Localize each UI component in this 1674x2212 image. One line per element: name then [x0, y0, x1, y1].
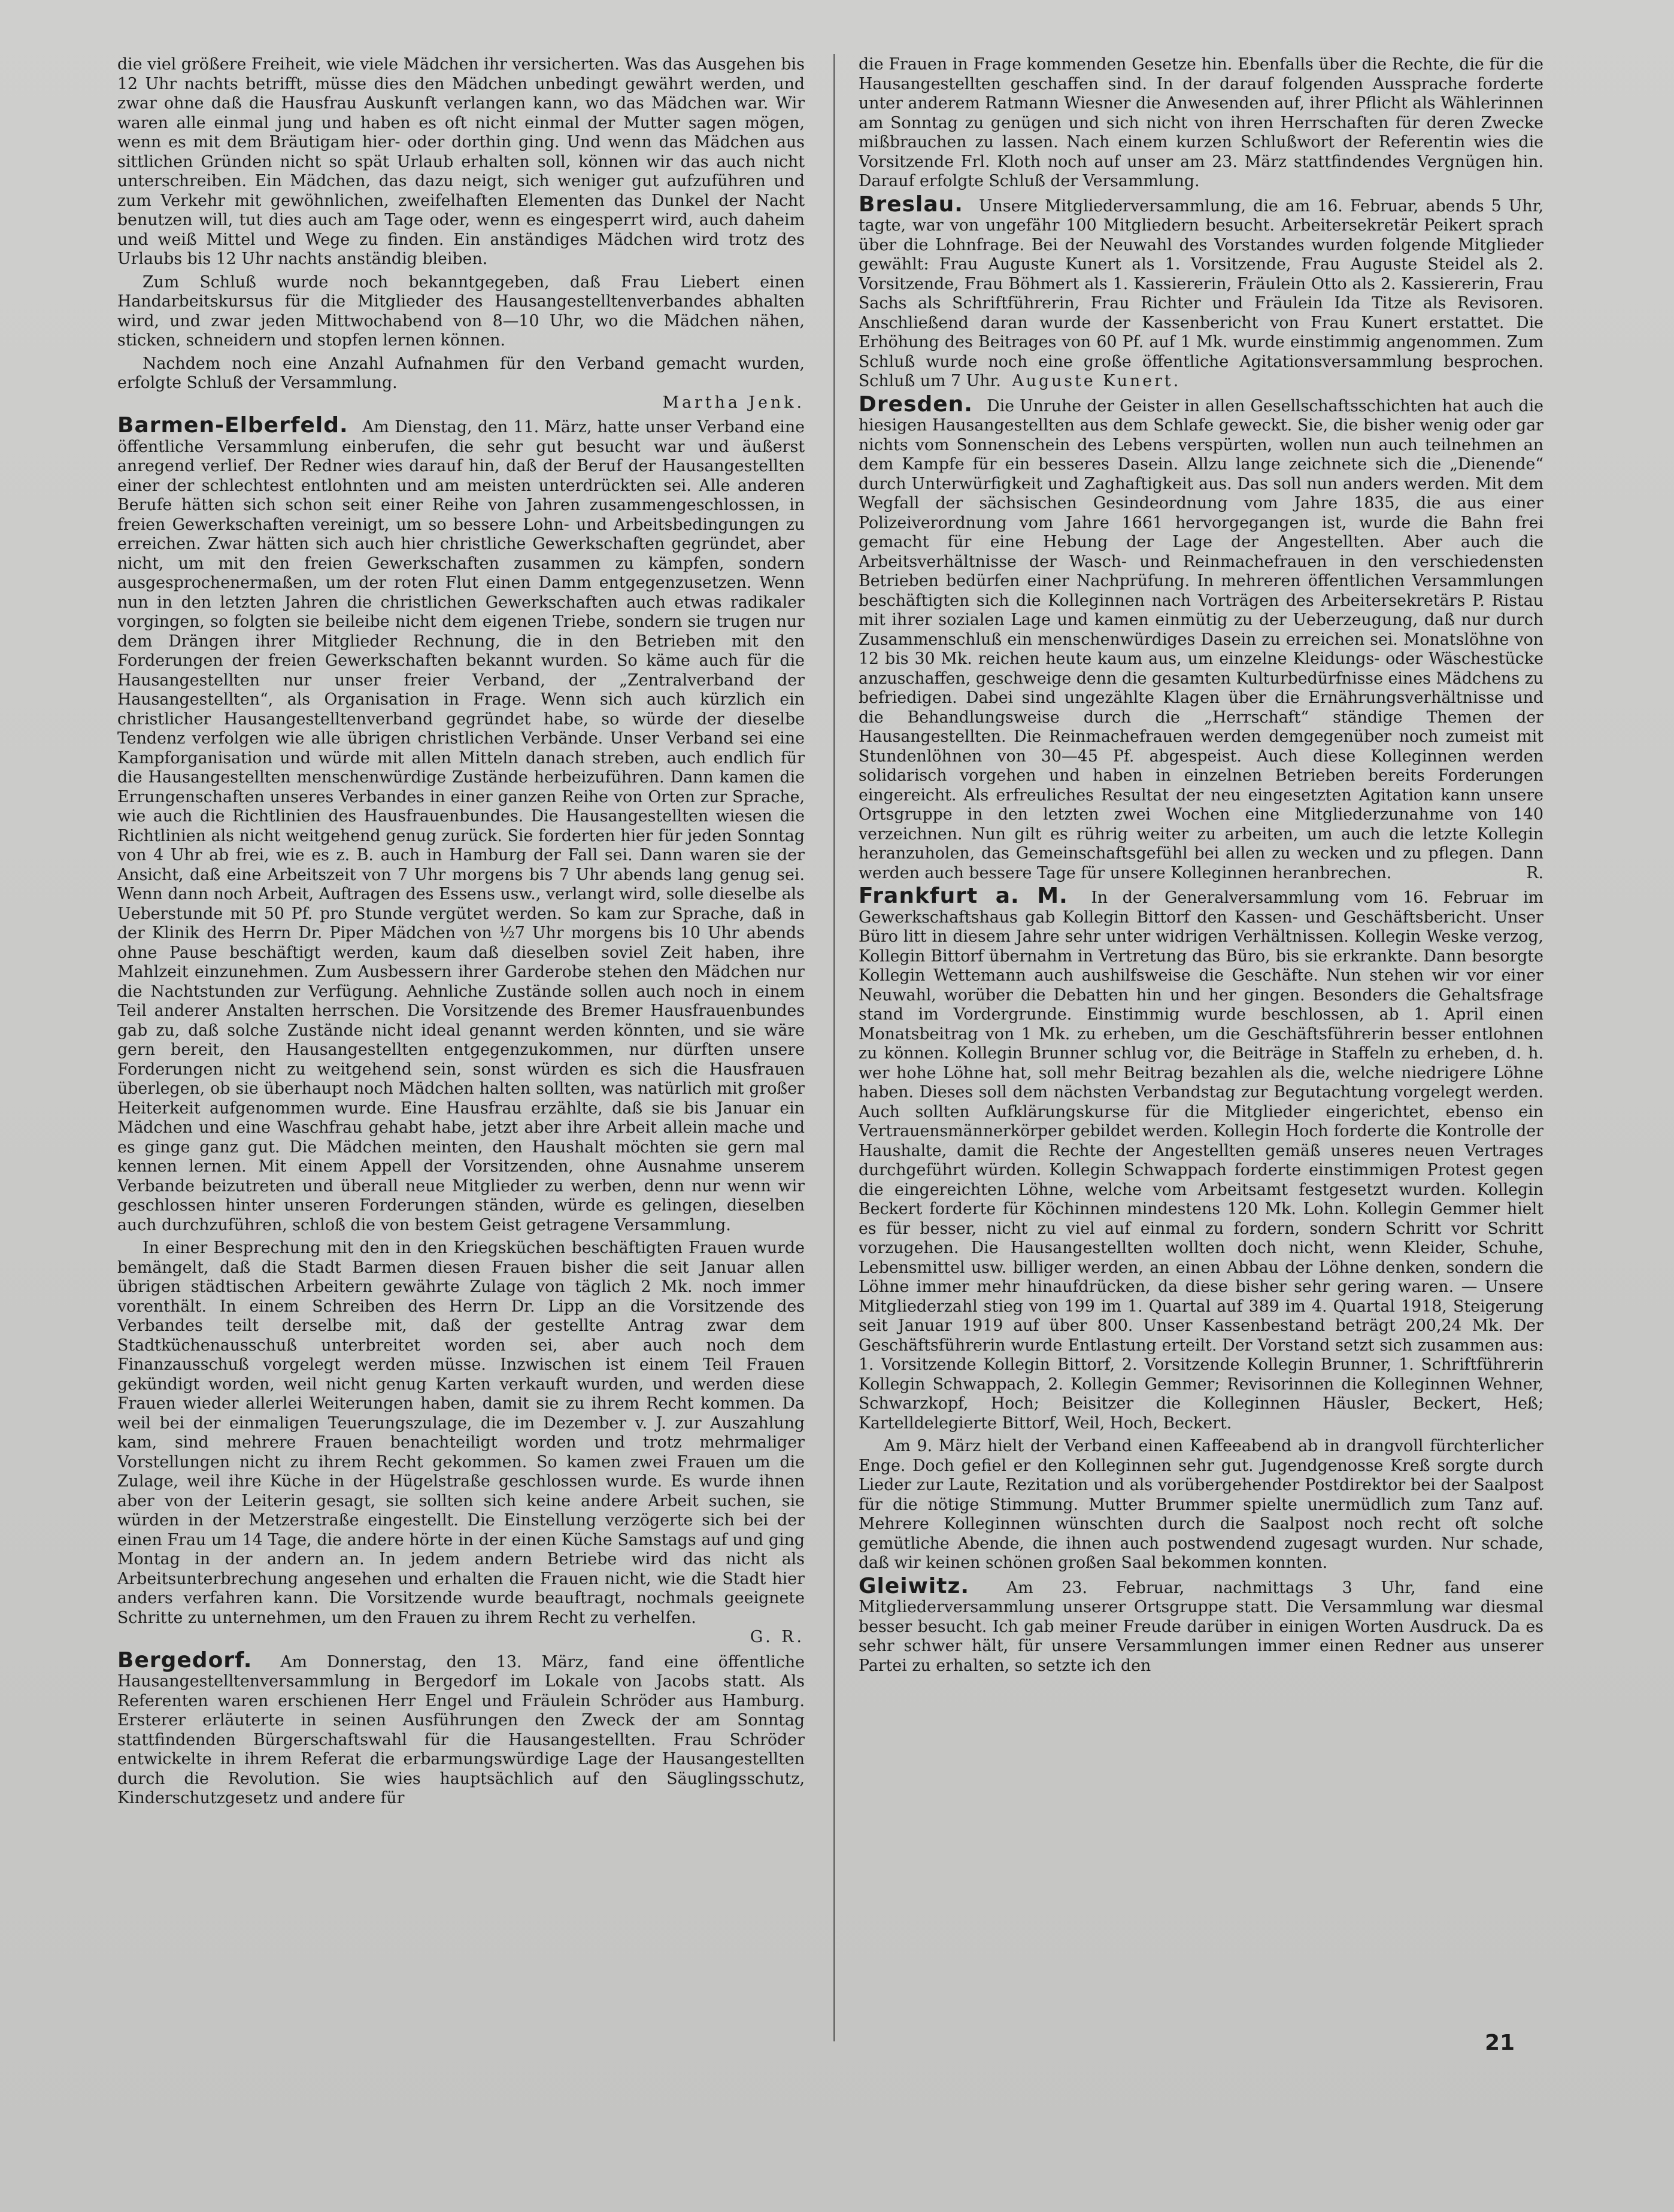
city-heading: Bergedorf.: [117, 1647, 253, 1673]
report-text: In der Generalversammlung vom 16. Februar im Gewerkschaftshaus gab Kollegin Bittorf den Kassen- und Geschäftsbericht. Unser Büro litt in diesem Jahre sehr unter widrigen Verhältnissen. Kollegin Weske verzog, Kollegin Bittorf übernahm in Vertretung das Büro, bis sie erkrankte. Dann besorgte Kollegin Wettemann auch aushilfsweise die Geschäfte. Nun stehen wir vor einer Neuwahl, worüber die Debatten hin und her gingen. Besonders die Gehaltsfrage stand im Vordergrunde. Einstimmig wurde beschlossen, ab 1. April einen Monatsbeitrag von 1 Mk. zu erheben, um die Geschäftsführerin besser entlohnen zu können. Kollegin Brunner schlug vor, die Beiträge in Staffeln zu erheben, d. h. wer hohe Löhne hat, soll mehr Beitrag bezahlen als die, welche niedrigere Löhne haben. Dieses soll dem nächsten Verbandstag zur Begutachtung vorgelegt werden. Auch sollten Aufklärungskurse für die Mitglieder eingerichtet, ebenso ein Vertrauensmännerkörper gebildet werden. Kollegin Hoch forderte die Kontrolle der Haushalte, damit die Rechte der Angestellten gemäß unseres neuen Vertrages durchgeführt würden. Kollegin Schwappach forderte einstimmigen Protest gegen die eingereichten Löhne, welche vom Arbeitsamt festgesetzt wurden. Kollegin Beckert forderte für Köchinnen mindestens 120 Mk. Lohn. Kollegin Gemmer hielt es für besser, nicht zu viel auf einmal zu fordern, sondern Schritt vor Schritt vorzugehen. Die Hausangestellten wollten doch nicht, wenn Kleider, Schuhe, Lebensmittel usw. billiger werden, an einen Abbau der Löhne denken, sondern die Löhne immer mehr hinaufdrücken, da diese bisher sehr gering waren. — Unsere Mitgliederzahl stieg von 199 im 1. Quartal auf 389 im 4. Quartal 1918, Steigerung seit Januar 1919 auf über 800. Unser Kassenbestand beträgt 200,24 Mk. Der Geschäftsführerin wurde Entlastung erteilt. Der Vorstand setzt sich zusammen aus: 1. Vorsitzende Kollegin Bittorf, 2. Vorsitzende Kollegin Brunner, 1. Schriftführerin Kollegin Schwappach, 2. Kollegin Gemmer; Revisorinnen die Kolleginnen Wehner, Schwarzkopf, Hoch; Beisitzer die Kolleginnen Häusler, Beckert, Heß; Kartelldelegierte Bittorf, Weil, Hoch, Beckert.: [859, 888, 1543, 1433]
report-barmen-elberfeld: [117, 413, 805, 1647]
report-frankfurt: [859, 884, 1543, 1573]
column-divider: [833, 54, 835, 2041]
author-signature: R.: [1526, 863, 1543, 882]
report-text: Am Dienstag, den 11. März, hatte unser Verband eine öffentliche Versammlung einberufen, die sehr gut besucht war und äußerst anregend verlief. Der Redner wies darauf hin, daß der Beruf der Hausangestellten einer der schlechtest entlohnten und am meisten unterdrückten sei. Alle anderen Berufe hätten sich schon seit einer Reihe von Jahren zusammengeschlossen, in freien Gewerkschaften vereinigt, um so bessere Lohn- und Arbeitsbedingungen zu erreichen. Zwar hätten sich auch hier christliche Gewerkschaften gegründet, aber nicht, um mit den freien Gewerkschaften zusammen zu kämpfen, sondern ausgesprochenermaßen, um der roten Flut einen Damm entgegenzusetzen. Wenn nun in den letzten Jahren die christlichen Gewerkschaften auch etwas radikaler vorgingen, so folgten sie beileibe nicht dem eigenen Triebe, sondern sie trugen nur dem Drängen ihrer Mitglieder Rechnung, die in den Betrieben mit den Forderungen der freien Gewerkschaften bekannt wurden. So käme auch für die Hausangestellten nur unser freier Verband, der „Zentralverband der Hausangestellten“, als Organisation in Frage. Wenn sich auch kürzlich ein christlicher Hausangestelltenverband gegründet habe, so würde der dieselbe Tendenz verfolgen wie alle übrigen christlichen Verbände. Unser Verband sei eine Kampforganisation und würde mit allen Mitteln danach streben, auch endlich für die Hausangestellten menschenwürdige Zustände herbeizuführen. Dann kamen die Errungenschaften unseres Verbandes in einer ganzen Reihe von Orten zur Sprache, wie auch die Richtlinien des Hausfrauenbundes. Die Hausangestellten wiesen die Richtlinien als nicht weitgehend genug zurück. Sie forderten hier für jeden Sonntag von 4 Uhr ab frei, wie es z. B. auch in Hamburg der Fall sei. Dann waren sie der Ansicht, daß eine Arbeitszeit von 7 Uhr morgens bis 7 Uhr abends lang genug sei. Wenn dann noch Arbeit, Auftragen des Essens usw., verlangt wird, solle dieselbe als Ueberstunde mit 50 Pf. pro Stunde vergütet werden. So kam zur Sprache, daß in der Klinik des Herrn Dr. Piper Mädchen von ½7 Uhr morgens bis 10 Uhr abends ohne Pause beschäftigt werden, kaum daß dieselben soviel Zeit haben, ihre Mahlzeit einzunehmen. Zum Ausbessern ihrer Garderobe stehen den Mädchen nur die Nachtstunden zur Verfügung. Aehnliche Zustände sollen auch noch in einem Teil anderer Anstalten herrschen. Die Vorsitzende des Bremer Hausfrauenbundes gab zu, daß solche Zustände nicht ideal genannt werden könnten, und sie wäre gern bereit, den Hausangestellten entgegenzukommen, nur dürften unsere Forderungen nicht zu weitgehend sein, sonst würden es sich die Hausfrauen überlegen, ob sie überhaupt noch Mädchen halten sollten, was natürlich mit großer Heiterkeit aufgenommen wurde. Eine Hausfrau erzählte, daß sie bis Januar ein Mädchen und eine Waschfrau gehabt habe, jetzt aber ihre Arbeit allein mache und es ginge ganz gut. Die Mädchen meinten, den Haushalt möchten sie gern mal kennen lernen. Mit einem Appell der Vorsitzenden, ohne Ausnahme unserem Verbande beizutreten und überall neue Mitglieder zu werben, denn nur wenn wir geschlossen hinter unseren Forderungen ständen, würde es gelingen, dieselben auch durchzuführen, schloß die von bestem Geist getragene Versammlung.: [117, 418, 805, 1234]
report-text: Am 23. Februar, nachmittags 3 Uhr, fand eine Mitgliederversammlung unserer Ortsgruppe statt. Die Versammlung war diesmal besser besucht. Ich gab meiner Freude darüber in einigen Worten Ausdruck. Da es sehr schwer hält, für unsere Versammlungen immer einen Redner aus unserer Partei zu erhalten, so setzte ich den: [859, 1578, 1543, 1675]
page-number: 21: [1485, 2031, 1515, 2055]
report-paragraph: [859, 884, 1543, 1433]
report-text: Unsere Mitgliederversammlung, die am 16. Februar, abends 5 Uhr, tagte, war von ungefähr 100 Mitgliedern besucht. Arbeitersekretär Peikert sprach über die Lohnfrage. Bei der Neuwahl des Vorstandes wurden folgende Mitglieder gewählt: Frau Auguste Kunert als 1. Vorsitzende, Frau Auguste Steidel als 2. Vorsitzende, Frau Böhmert als 1. Kassiererin, Fräulein Otto als 2. Kassiererin, Frau Sachs als Schriftführerin, Frau Richter und Fräulein Ida Titze als Revisoren. Anschließend daran wurde der Kassenbericht von Frau Kunert erstattet. Die Erhöhung des Beitrages von 60 Pf. auf 1 Mk. wurde einstimmig angenommen. Zum Schluß wurde noch eine große öffentliche Agitationsversammlung besprochen. Schluß um 7 Uhr.: [859, 196, 1543, 390]
continuation-paragraph-3: [117, 354, 805, 413]
report-paragraph: [859, 192, 1543, 392]
author-signature: G. R.: [750, 1628, 805, 1646]
report-gleiwitz: [859, 1573, 1543, 1676]
city-heading: Barmen-Elberfeld.: [117, 413, 348, 438]
report-dresden: [859, 392, 1543, 884]
report-paragraph: [859, 1573, 1543, 1676]
report-bergedorf: [117, 1647, 805, 1809]
continuation-paragraph: die Frauen in Frage kommenden Gesetze hin. Ebenfalls über die Rechte, die für die Hausangestellten geschaffen sind. In der darauf folgenden Aussprache forderte unter anderem Ratmann Wiesner die Anwesenden auf, ihrer Pflicht als Wählerinnen am Sonntag zu genügen und sich nicht von ihren Herrschaften für deren Zwecke mißbrauchen zu lassen. Nach einem kurzen Schlußwort der Referentin wies die Vorsitzende Frl. Kloth noch auf unser am 23. März stattfindendes Vergnügen hin. Darauf erfolgte Schluß der Versammlung.: [859, 55, 1543, 190]
report-paragraph: [117, 413, 805, 1235]
city-heading: Gleiwitz.: [859, 1573, 970, 1598]
left-column: [117, 55, 805, 2174]
report-text: In einer Besprechung mit den in den Kriegsküchen beschäftigten Frauen wurde bemängelt, daß die Stadt Barmen diesen Frauen bisher die seit Januar allen übrigen städtischen Arbeitern gewährte Zulage von täglich 2 Mk. noch immer vorenthält. In einem Schreiben des Herrn Dr. Lipp an die Vorsitzende des Verbandes teilt derselbe mit, daß der gestellte Antrag zwar dem Stadtküchenausschuß unterbreitet worden sei, aber auch noch dem Finanzausschuß vorgelegt werden müsse. Inzwischen ist einem Teil Frauen gekündigt worden, weil nicht genug Karten verkauft wurden, und werden diese Frauen wieder allerlei Weiterungen haben, damit sie zu ihrem Recht kommen. Da weil bei der einmaligen Teuerungszulage, die im Dezember v. J. zur Auszahlung kam, sind mehrere Frauen benachteiligt worden und trotz mehrmaliger Vorstellungen nicht zu ihrem Recht gekommen. So kamen zwei Frauen um die Zulage, weil ihre Küche in der Hügelstraße geschlossen wurde. Es wurde ihnen aber von der Leiterin gesagt, sie sollten sich keine andere Arbeit suchen, sie würden in der Metzerstraße eingestellt. Die Einstellung verzögerte sich bei der einen Frau um 14 Tage, die andere hörte in der einen Küche Samstags auf und ging Montag in der andern an. In jedem andern Betriebe wird das nicht als Arbeitsunterbrechung angesehen und erhalten die Frauen nicht, wie die Stadt hier anders verfahren kann. Die Vorsitzende wurde beauftragt, nochmals geeignete Schritte zu unternehmen, um den Frauen zu ihrem Recht zu verhelfen.: [117, 1239, 805, 1627]
report-text: Die Unruhe der Geister in allen Gesellschaftsschichten hat auch die hiesigen Hausangestellten aus dem Schlafe geweckt. Sie, die bisher wenig oder gar nichts vom Sonnenschein des Lebens verspürten, wollen nun auch teilnehmen an dem Kampfe für ein besseres Dasein. Allzu lange zeichnete sich die „Dienende“ durch Unterwürfigkeit und Zaghaftigkeit aus. Das soll nun anders werden. Mit dem Wegfall der sächsischen Gesindeordnung vom Jahre 1835, die aus einer Polizeiverordnung vom Jahre 1661 hervorgegangen ist, wurde die Bahn frei gemacht für eine Hebung der Lage der Angestellten. Aber auch die Arbeitsverhältnisse der Wasch- und Reinmachefrauen in den verschiedensten Betrieben bedürfen einer Nachprüfung. In mehreren öffentlichen Versammlungen beschäftigten sich die Kolleginnen nach Vorträgen des Arbeitersekretärs P. Ristau mit ihrer sozialen Lage und kamen einmütig zu der Ueberzeugung, daß nur durch Zusammenschluß ein menschenwürdiges Dasein zu erreichen sei. Monatslöhne von 12 bis 30 Mk. reichen heute kaum aus, um einzelne Kleidungs- oder Wäschestücke anzuschaffen, geschweige denn die gesamten Kulturbedürfnisse eines Mädchens zu befriedigen. Dabei sind ungezählte Klagen über die Ernährungsverhältnisse und die Behandlungsweise durch die „Herrschaft“ ständige Themen der Hausangestellten. Die Reinmachefrauen werden demgegenüber noch zumeist mit Stundenlöhnen von 30—45 Pf. abgespeist. Auch diese Kolleginnen werden solidarisch vorgehen und haben in einzelnen Betrieben bereits Forderungen eingereicht. Als erfreuliches Resultat der neu eingesetzten Agitation kann unsere Ortsgruppe in den letzten zwei Wochen eine Mitgliederzunahme von 140 verzeichnen. Nun gilt es rührig weiter zu arbeiten, um auch die letzte Kollegin heranzuholen, das Gemeinschaftsgefühl bei allen zu wecken und zu pflegen. Dann werden auch bessere Tage für unsere Kolleginnen heranbrechen.: [859, 396, 1543, 882]
continuation-paragraph-2: Zum Schluß wurde noch bekanntgegeben, daß Frau Liebert einen Handarbeitskursus für die Mitglieder des Hausangestelltenverbandes abhalten wird, und zwar jeden Mittwochabend von 8—10 Uhr, wo die Mädchen nähen, sticken, schneidern und stopfen lernen können.: [117, 272, 805, 350]
report-paragraph: [117, 1239, 805, 1647]
continuation-paragraph-3-text: Nachdem noch eine Anzahl Aufnahmen für den Verband gemacht wurden, erfolgte Schluß der Versammlung.: [117, 354, 805, 392]
city-heading: Dresden.: [859, 392, 973, 417]
author-signature: Martha Jenk.: [662, 393, 805, 412]
right-column: [859, 55, 1543, 2174]
city-heading: Frankfurt a. M.: [859, 884, 1068, 908]
continuation-paragraph-1: die viel größere Freiheit, wie viele Mädchen ihr versicherten. Was das Ausgehen bis 12 Uhr nachts betrifft, müsse dies den Mädchen unbedingt gewährt werden, und zwar ohne daß die Hausfrau Auskunft verlangen kann, wo das Mädchen war. Wir waren alle einmal jung und haben es oft nicht einmal der Mutter sagen mögen, wenn es mit dem Bräutigam hier- oder dorthin ging. Und wenn das Mädchen aus sittlichen Gründen nicht so spät Urlaub erhalten soll, können wir das auch nicht unterschreiben. Ein Mädchen, das dazu neigt, sich weniger gut aufzuführen und zum Verkehr mit gewöhnlichen, zweifelhaften Elementen das Dunkel der Nacht benutzen will, tut dies auch am Tage oder, wenn es eingesperrt wird, auch daheim und weiß Mittel und Wege zu finden. Ein anständiges Mädchen wird trotz des Urlaubs bis 12 Uhr nachts anständig bleiben.: [117, 55, 805, 268]
city-heading: Breslau.: [859, 192, 963, 217]
report-paragraph: Am 9. März hielt der Verband einen Kaffeeabend ab in drangvoll fürchterlicher Enge. Doch gefiel er den Kolleginnen sehr gut. Jugendgenosse Kreß sorgte durch Lieder zur Laute, Rezitation und als vorübergehender Postdirektor bei der Saalpost für die nötige Stimmung. Mutter Brummer spielte unermüdlich zum Tanz auf. Mehrere Kolleginnen wünschten durch die Saalpost noch recht oft solche gemütliche Abende, die ihnen auch postwendend zugesagt wurden. Nur schade, daß wir keinen schönen großen Saal bekommen konnten.: [859, 1437, 1543, 1572]
author-signature: Auguste Kunert.: [1012, 372, 1181, 390]
report-breslau: [859, 192, 1543, 392]
report-paragraph: [117, 1647, 805, 1809]
report-text: Am Donnerstag, den 13. März, fand eine öffentliche Hausangestelltenversammlung in Bergedorf im Lokale von Jacobs statt. Als Referenten waren erschienen Herr Engel und Fräulein Schröder aus Hamburg. Ersterer erläuterte in seinen Ausführungen den Zweck der am Sonntag stattfindenden Bürgerschaftswahl für die Hausangestellten. Frau Schröder entwickelte in ihrem Referat die erbarmungswürdige Lage der Hausangestellten durch die Revolution. Sie wies hauptsächlich auf den Säuglingsschutz, Kinderschutzgesetz und andere für: [117, 1652, 805, 1807]
report-paragraph: [859, 392, 1543, 884]
